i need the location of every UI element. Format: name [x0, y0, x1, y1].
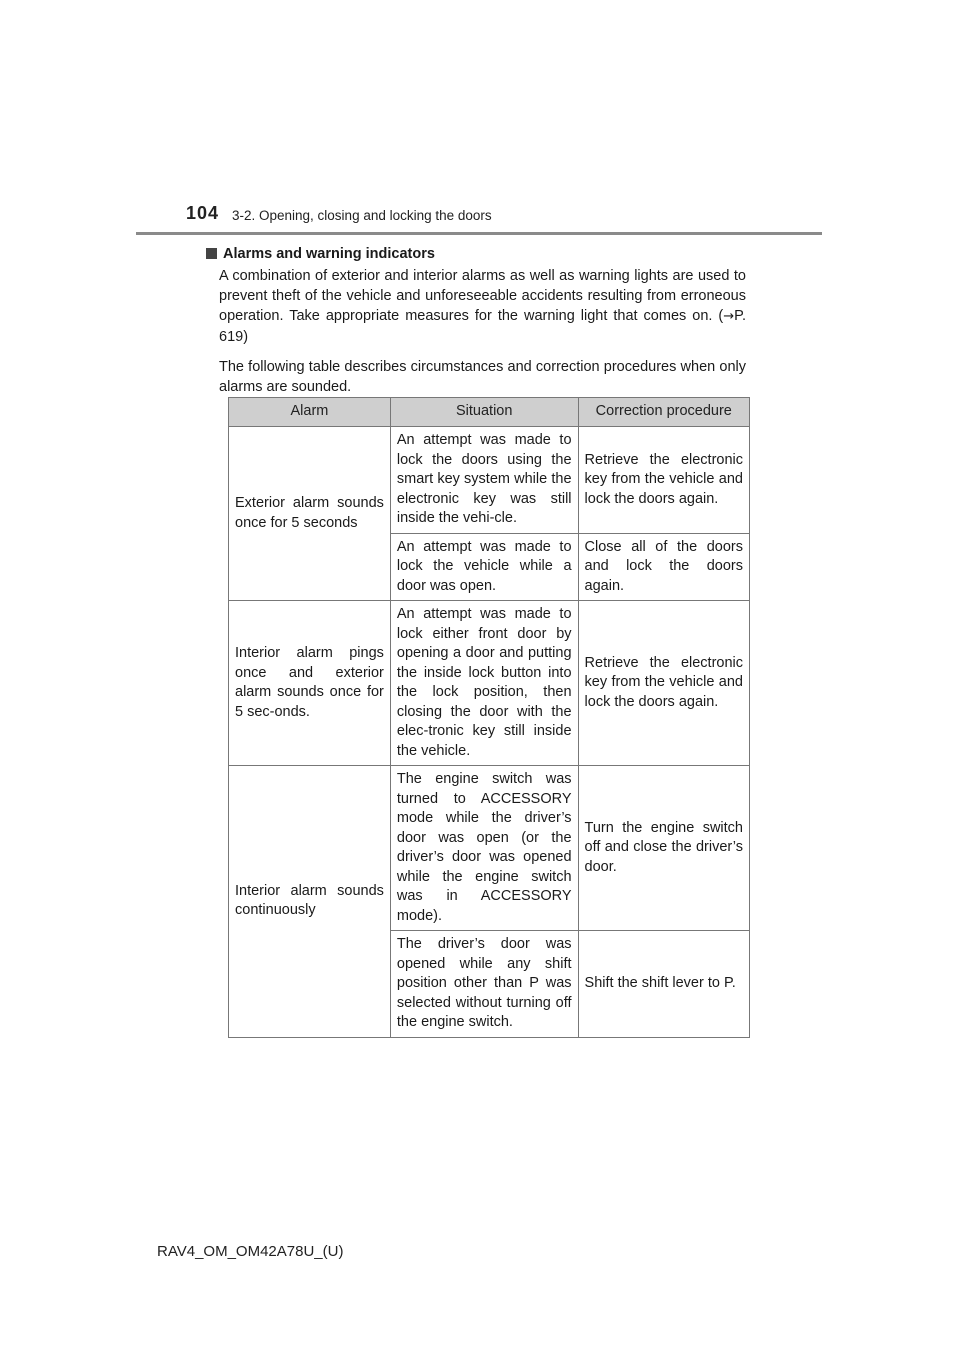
- table-row: [229, 601, 750, 766]
- intro-paragraph: [219, 266, 746, 347]
- table-row: [229, 766, 750, 931]
- section-heading: [206, 244, 746, 264]
- situation-cell: An attempt was made to lock the vehicle while a door was open.: [390, 533, 578, 601]
- intro-text: A combination of exterior and interior alarms as well as warning lights are used to prevent theft of the vehicle and unforeseeable accidents resulting from erroneous operation. Take appropriate measures for the warning light that comes on. (: [219, 268, 746, 324]
- correction-cell: Retrieve the electronic key from the vehicle and lock the doors again.: [578, 601, 749, 766]
- header-situation: Situation: [390, 398, 578, 427]
- alarm-cell: Exterior alarm sounds once for 5 seconds: [229, 427, 391, 601]
- correction-cell: Turn the engine switch off and close the driver’s door.: [578, 766, 749, 931]
- section-content: [214, 244, 746, 407]
- table-description: The following table describes circumstances and correction procedures when only alarms are sounded.: [219, 359, 746, 395]
- table-row: [229, 427, 750, 534]
- document-id: RAV4_OM_OM42A78U_(U): [157, 1243, 344, 1260]
- alarm-cell: Interior alarm pings once and exterior alarm sounds once for 5 sec-onds.: [229, 601, 391, 766]
- correction-cell: Close all of the doors and lock the doors again.: [578, 533, 749, 601]
- header-correction: Correction procedure: [578, 398, 749, 427]
- situation-cell: An attempt was made to lock the doors using the smart key system while the electronic key was still inside the vehi-cle.: [390, 427, 578, 534]
- correction-cell: Retrieve the electronic key from the vehicle and lock the doors again.: [578, 427, 749, 534]
- header-divider: [136, 232, 822, 235]
- arrow-right-icon: →: [723, 309, 735, 324]
- page-number: 104: [186, 203, 220, 223]
- section-title: 3-2. Opening, closing and locking the doors: [232, 208, 492, 223]
- alarm-cell: Interior alarm sounds continuously: [229, 766, 391, 1038]
- section-heading-text: Alarms and warning indicators: [223, 246, 435, 262]
- situation-cell: The engine switch was turned to ACCESSORY mode while the driver’s door was open (or the driver’s door was opened while the engine switch was in ACCESSORY mode).: [390, 766, 578, 931]
- alarm-table: [228, 397, 750, 1038]
- page-header: [186, 203, 822, 233]
- situation-cell: An attempt was made to lock either front door by opening a door and putting the inside lock button into the lock position, then closing the door with the elec-tronic key still inside the vehicle.: [390, 601, 578, 766]
- header-alarm: Alarm: [229, 398, 391, 427]
- page-reference-link[interactable]: P. 619): [219, 308, 746, 345]
- correction-cell: Shift the shift lever to P.: [578, 931, 749, 1038]
- situation-cell: The driver’s door was opened while any shift position other than P was selected without turning off the engine switch.: [390, 931, 578, 1038]
- square-bullet-icon: [206, 248, 217, 259]
- table-header-row: [229, 398, 750, 427]
